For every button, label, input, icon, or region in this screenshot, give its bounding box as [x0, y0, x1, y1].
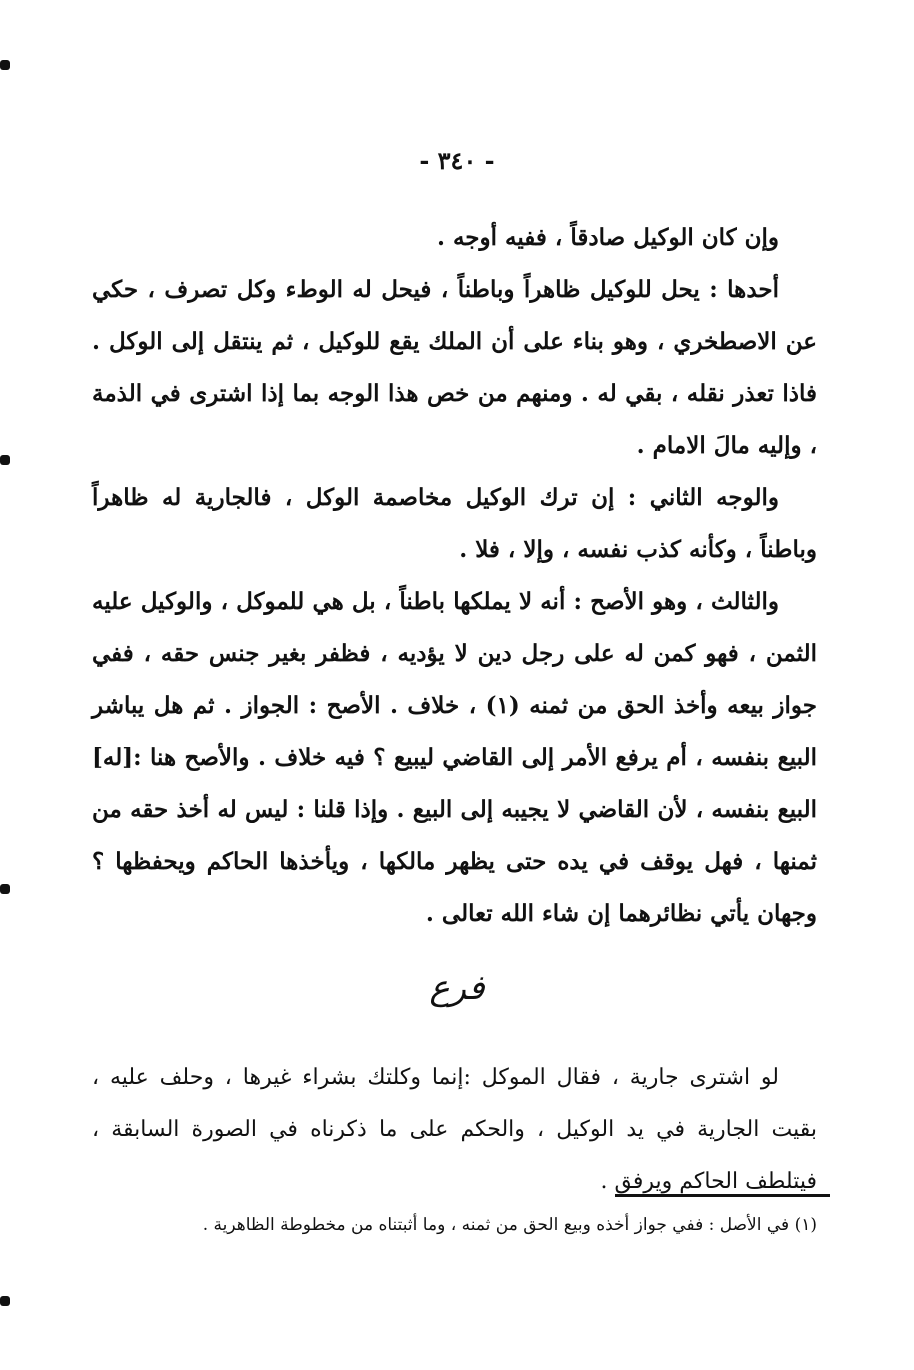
- branch-heading: فرع: [429, 968, 485, 1008]
- page-number: - ٣٤٠ -: [419, 146, 495, 175]
- main-text: [92, 212, 817, 940]
- margin-mark: [0, 1296, 10, 1306]
- paragraph-first-view: أحدها : يحل للوكيل ظاهراً وباطناً ، فيحل له الوطء وكل تصرف ، حكي عن الاصطخري ، وهو بناء على أن الملك يقع للوكيل ، ثم ينتقل إلى الوكل . فاذا تعذر نقله ، بقي له . ومنهم من خص هذا الوجه بما إذا اشترى في الذمة ، وإليه مالَ الامام .: [92, 276, 817, 459]
- paragraph-second-view: والوجه الثاني : إن ترك الوكيل مخاصمة الوكل ، فالجارية له ظاهراً وباطناً ، وكأنه كذب نفسه ، وإلا ، فلا .: [92, 484, 817, 563]
- margin-mark: [0, 455, 10, 465]
- branch-text-block: [92, 1052, 817, 1208]
- paragraph-intro: وإن كان الوكيل صادقاً ، ففيه أوجه .: [436, 224, 779, 251]
- branch-paragraph: لو اشترى جارية ، فقال الموكل :إنما وكلتك بشراء غيرها ، وحلف عليه ، بقيت الجارية في يد الوكيل ، والحكم على ما ذكرناه في الصورة السابقة ، فيتلطف الحاكم ويرفق .: [92, 1065, 817, 1194]
- footnote: (١) في الأصل : ففي جواز أخذه وبيع الحق من ثمنه ، وما أثبتناه من مخطوطة الظاهرية .: [202, 1215, 817, 1235]
- margin-mark: [0, 60, 10, 70]
- footnote-divider: [615, 1194, 830, 1197]
- paragraph-third-view: والثالث ، وهو الأصح : أنه لا يملكها باطناً ، بل هي للموكل ، والوكيل عليه الثمن ، فهو كمن له على رجل دين لا يؤديه ، فظفر بغير جنس حقه ، ففي جواز بيعه وأخذ الحق من ثمنه (١) ، خلاف . الأصح : الجواز . ثم هل يباشر البيع بنفسه ، أم يرفع الأمر إلى القاضي ليبيع ؟ فيه خلاف . والأصح هنا :[له] البيع بنفسه ، لأن القاضي لا يجيبه إلى البيع . وإذا قلنا : ليس له أخذ حقه من ثمنها ، فهل يوقف في يده حتى يظهر مالكها ، ويأخذها الحاكم ويحفظها ؟ وجهان يأتي نظائرهما إن شاء الله تعالى .: [92, 588, 817, 927]
- margin-mark: [0, 884, 10, 894]
